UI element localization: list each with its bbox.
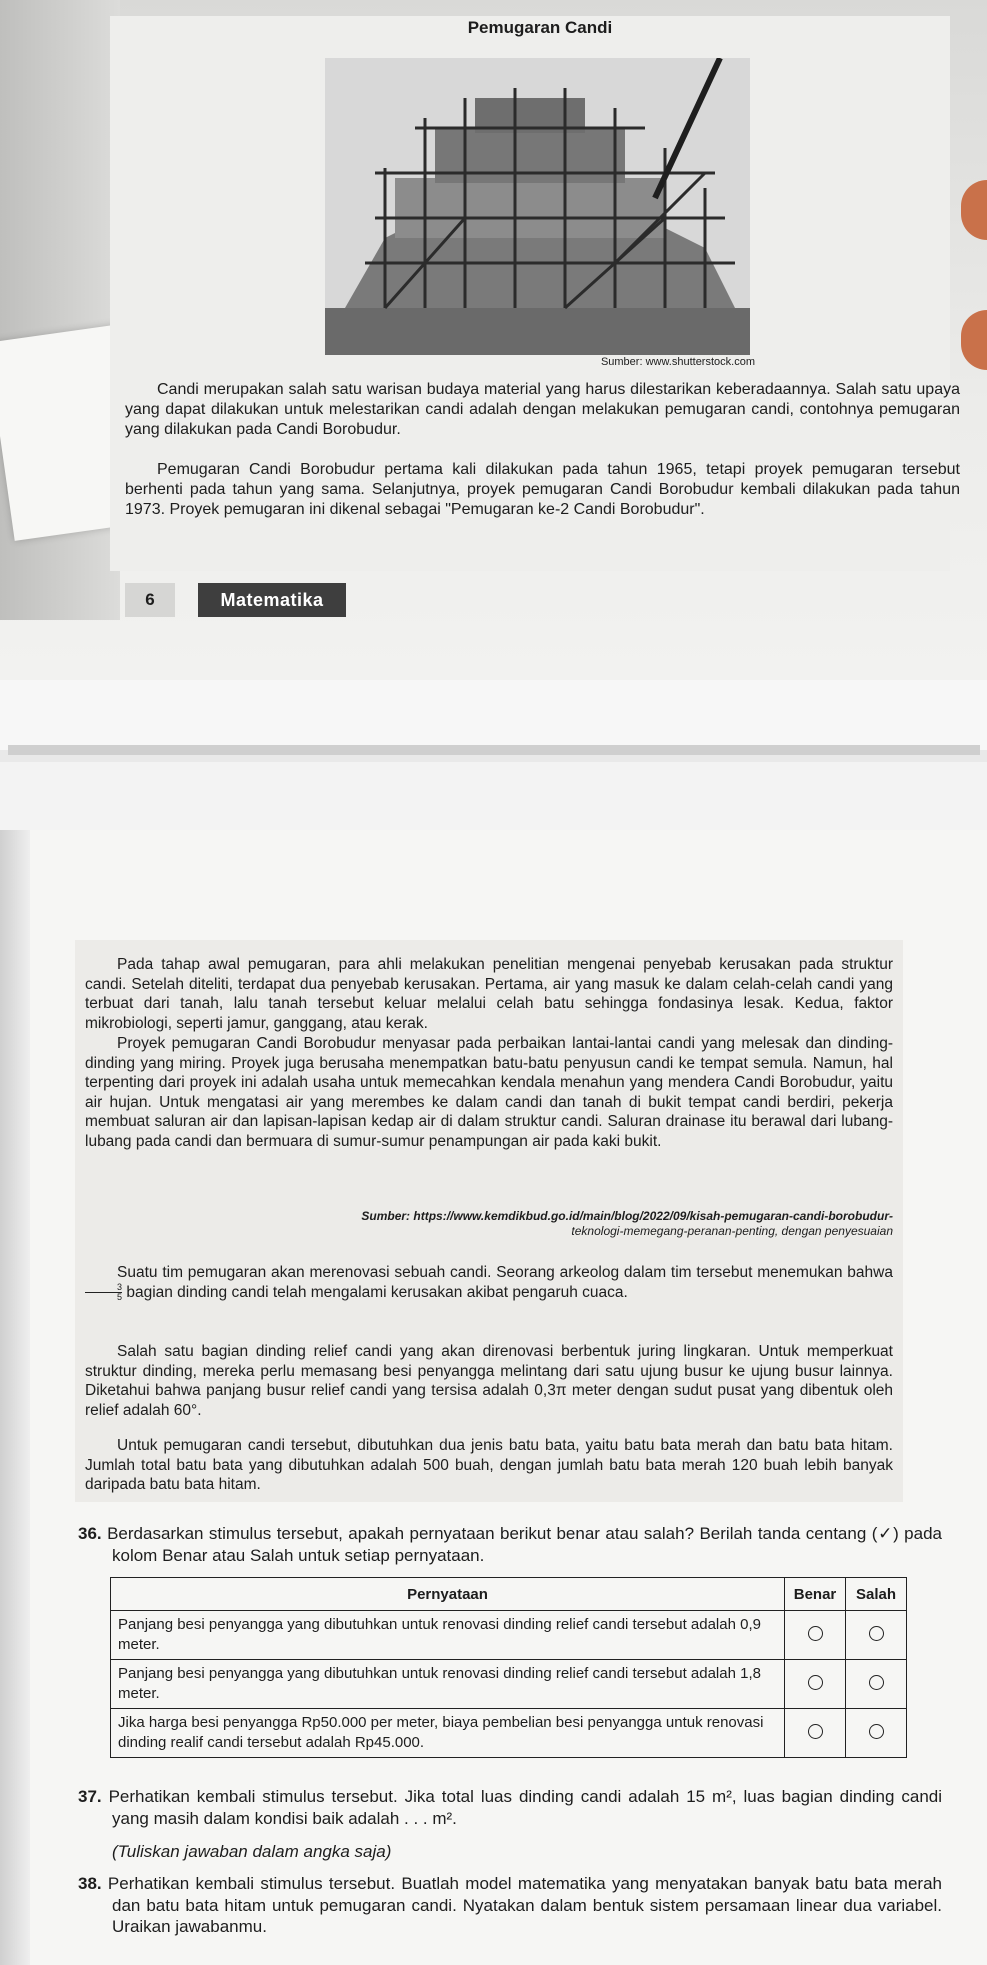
table-row: [111, 1611, 907, 1660]
top-page: [0, 0, 987, 680]
q36-text: Berdasarkan stimulus tersebut, apakah pernyataan berikut benar atau salah? Berilah tanda centang (✓) pada kolom Benar atau Salah untuk setiap pernyataan.: [107, 1524, 942, 1565]
temple-restoration-image: [325, 58, 750, 355]
table-row: [111, 1660, 907, 1709]
stimulus-paragraph-2: Proyek pemugaran Candi Borobudur menyasar pada perbaikan lantai-lantai candi yang melesak dan dinding-dinding yang miring. Proyek juga berusaha menempatkan batu-batu penyusun candi ke tempat semula. Namun, hal terpenting dari proyek ini adalah usaha untuk memecahkan kendala menahun yang mendera Candi Borobudur, yaitu air hujan. Untuk mengatasi air yang merembes ke dalam candi dan tanah di bukit tempat candi berdiri, pekerja membuat saluran air dan lapisan-lapisan kedap air di dalam struktur candi. Saluran drainase itu berawal dari lubang-lubang pada candi dan bermuara di sumur-sumur penampungan air pada kaki bukit.: [85, 1035, 893, 1150]
source-line-1: Sumber: https://www.kemdikbud.go.id/main/blog/2022/09/kisah-pemugaran-candi-borobudur-: [361, 1209, 893, 1223]
statement-1: Panjang besi penyangga yang dibutuhkan untuk renovasi dinding relief candi tersebut adalah 0,9 meter.: [111, 1611, 785, 1660]
subject-label: Matematika: [198, 583, 346, 617]
q37-text: Perhatikan kembali stimulus tersebut. Jika total luas dinding candi adalah 15 m², luas bagian dinding candi yang masih dalam kondisi baik adalah . . . m².: [108, 1787, 943, 1828]
fraction-denominator: 5: [117, 1292, 123, 1302]
fraction-three-fifths: [85, 1283, 122, 1302]
page-number: 6: [125, 583, 175, 617]
radio-true-1[interactable]: [785, 1611, 846, 1660]
table-header-row: [111, 1578, 907, 1611]
q36-number: 36.: [78, 1524, 102, 1543]
intro-paragraph-1: Candi merupakan salah satu warisan budaya material yang harus dilestarikan keberadaannya. Salah satu upaya yang dapat dilakukan untuk melestarikan candi adalah dengan melakukan pemugaran candi, contohnya pemugaran yang dilakukan pada Candi Borobudur.: [125, 381, 960, 438]
circle-option[interactable]: [869, 1724, 884, 1739]
radio-true-3[interactable]: [785, 1709, 846, 1758]
page-gap: [0, 680, 987, 750]
paragraph-3-before: Suatu tim pemugaran akan merenovasi sebuah candi. Seorang arkeolog dalam tim tersebut menemukan bahwa: [117, 1264, 893, 1281]
question-36: [78, 1523, 942, 1566]
question-38: [78, 1873, 942, 1938]
header-false: Salah: [846, 1578, 907, 1611]
finger-bottom: [961, 310, 987, 370]
source-line-2: teknologi-memegang-peranan-penting, dengan penyesuaian: [571, 1224, 893, 1238]
q37-note: (Tuliskan jawaban dalam angka saja): [112, 1842, 392, 1861]
page-edge-shadow: [0, 830, 30, 1965]
page-title: Pemugaran Candi: [467, 18, 613, 37]
stimulus-paragraph-5: Untuk pemugaran candi tersebut, dibutuhkan dua jenis batu bata, yaitu batu bata merah dan batu bata hitam. Jumlah total batu bata yang dibutuhkan adalah 500 buah, dengan jumlah batu bata merah 120 buah lebih banyak daripada batu bata hitam.: [85, 1437, 893, 1494]
finger-top: [961, 180, 987, 240]
q38-text: Perhatikan kembali stimulus tersebut. Buatlah model matematika yang menyatakan banyak batu bata merah dan batu bata hitam untuk pemugaran candi. Nyatakan dalam bentuk sistem persamaan linear dua variabel. Uraikan jawabanmu.: [107, 1874, 942, 1936]
statement-3: Jika harga besi penyangga Rp50.000 per meter, biaya pembelian besi penyangga untuk renovasi dinding realif candi tersebut adalah Rp45.000.: [111, 1709, 785, 1758]
circle-option[interactable]: [869, 1675, 884, 1690]
true-false-table: [110, 1577, 907, 1758]
radio-false-2[interactable]: [846, 1660, 907, 1709]
circle-option[interactable]: [869, 1626, 884, 1641]
statement-2: Panjang besi penyangga yang dibutuhkan untuk renovasi dinding relief candi tersebut adalah 1,8 meter.: [111, 1660, 785, 1709]
circle-option[interactable]: [808, 1626, 823, 1641]
circle-option[interactable]: [808, 1675, 823, 1690]
radio-false-3[interactable]: [846, 1709, 907, 1758]
page-divider: [8, 745, 980, 755]
stimulus-paragraph-3: [85, 1263, 893, 1302]
stimulus-source: [85, 1209, 893, 1239]
stimulus-paragraph-4: Salah satu bagian dinding relief candi yang akan direnovasi berbentuk juring lingkaran. Untuk memperkuat struktur dinding, mereka perlu memasang besi penyangga melintang dari satu ujung busur ke ujung busur lainnya. Diketahui bahwa panjang busur relief candi yang tersisa adalah 0,3π meter dengan sudut pusat yang dibentuk oleh relief adalah 60°.: [85, 1343, 893, 1419]
q37-number: 37.: [78, 1787, 102, 1806]
radio-false-1[interactable]: [846, 1611, 907, 1660]
fraction-numerator: 3: [85, 1283, 122, 1293]
circle-option[interactable]: [808, 1724, 823, 1739]
temple-photo: [325, 58, 750, 355]
intro-paragraph-2: Pemugaran Candi Borobudur pertama kali dilakukan pada tahun 1965, tetapi proyek pemugaran tersebut berhenti pada tahun yang sama. Selanjutnya, proyek pemugaran Candi Borobudur kembali dilakukan pada tahun 1973. Proyek pemugaran ini dikenal sebagai "Pemugaran ke-2 Candi Borobudur".: [125, 461, 960, 518]
header-true: Benar: [785, 1578, 846, 1611]
radio-true-2[interactable]: [785, 1660, 846, 1709]
photo-source: Sumber: www.shutterstock.com: [600, 356, 755, 368]
q38-number: 38.: [78, 1874, 102, 1893]
stimulus-paragraph-1: Pada tahap awal pemugaran, para ahli melakukan penelitian mengenai penyebab kerusakan pada struktur candi. Setelah diteliti, terdapat dua penyebab kerusakan. Pertama, air yang masuk ke dalam celah-celah candi yang terbuat dari tanah, lalu tanah tersebut keluar melalui celah batu sehingga fondasinya lesak. Kedua, faktor mikrobiologi, seperti jamur, ganggang, atau kerak.: [85, 956, 893, 1032]
page-gap-2: [0, 762, 987, 830]
table-row: [111, 1709, 907, 1758]
question-37: [78, 1786, 942, 1829]
paragraph-3-after: bagian dinding candi telah mengalami kerusakan akibat pengaruh cuaca.: [126, 1283, 628, 1301]
header-statement: Pernyataan: [111, 1578, 785, 1611]
